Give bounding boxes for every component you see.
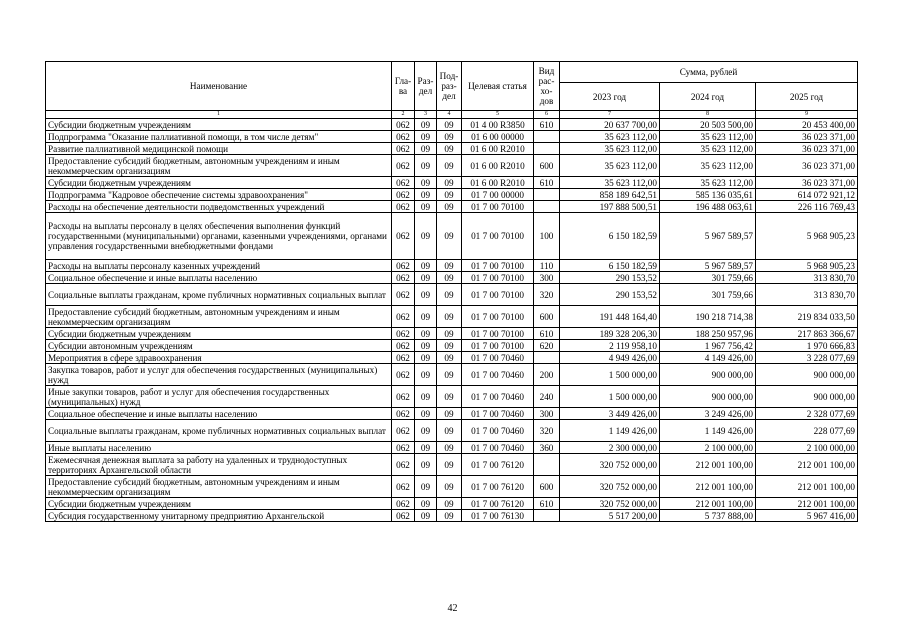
row-sum-2024: 1 967 756,42 bbox=[660, 340, 756, 352]
row-glava: 062 bbox=[392, 260, 415, 272]
row-glava: 062 bbox=[392, 143, 415, 155]
row-expense-type: 320 bbox=[534, 284, 560, 306]
row-sum-2023: 20 637 700,00 bbox=[560, 119, 660, 131]
row-name: Субсидии бюджетным учреждениям bbox=[46, 328, 392, 340]
column-number: 8 bbox=[660, 111, 756, 119]
column-number: 5 bbox=[462, 111, 534, 119]
column-number: 6 bbox=[534, 111, 560, 119]
row-name: Иные закупки товаров, работ и услуг для обеспечения государственных (муниципальных) нужд bbox=[46, 386, 392, 408]
row-expense-type: 110 bbox=[534, 260, 560, 272]
row-target-article: 01 7 00 76130 bbox=[462, 510, 534, 522]
row-target-article: 01 7 00 70100 bbox=[462, 201, 534, 213]
row-sum-2024: 5 737 888,00 bbox=[660, 510, 756, 522]
row-target-article: 01 7 00 70460 bbox=[462, 442, 534, 454]
row-podrazdel: 09 bbox=[437, 442, 462, 454]
row-razdel: 09 bbox=[415, 213, 437, 260]
row-sum-2024: 20 503 500,00 bbox=[660, 119, 756, 131]
table-row bbox=[46, 408, 858, 420]
row-name: Подпрограмма "Оказание паллиативной помощи, в том числе детям" bbox=[46, 131, 392, 143]
table-row bbox=[46, 201, 858, 213]
row-podrazdel: 09 bbox=[437, 260, 462, 272]
row-glava: 062 bbox=[392, 213, 415, 260]
row-expense-type: 610 bbox=[534, 177, 560, 189]
row-target-article: 01 7 00 70100 bbox=[462, 340, 534, 352]
row-sum-2023: 1 500 000,00 bbox=[560, 364, 660, 386]
row-target-article: 01 7 00 70460 bbox=[462, 352, 534, 364]
row-podrazdel: 09 bbox=[437, 364, 462, 386]
row-razdel: 09 bbox=[415, 189, 437, 201]
row-podrazdel: 09 bbox=[437, 476, 462, 498]
row-glava: 062 bbox=[392, 328, 415, 340]
row-sum-2023: 6 150 182,59 bbox=[560, 213, 660, 260]
row-razdel: 09 bbox=[415, 284, 437, 306]
row-sum-2024: 900 000,00 bbox=[660, 386, 756, 408]
row-podrazdel: 09 bbox=[437, 328, 462, 340]
column-number: 7 bbox=[560, 111, 660, 119]
row-glava: 062 bbox=[392, 201, 415, 213]
row-sum-2024: 35 623 112,00 bbox=[660, 143, 756, 155]
row-name: Субсидии автономным учреждениям bbox=[46, 340, 392, 352]
row-expense-type bbox=[534, 454, 560, 476]
row-podrazdel: 09 bbox=[437, 272, 462, 284]
row-name: Расходы на выплаты персоналу казенных учреждений bbox=[46, 260, 392, 272]
row-sum-2024: 301 759,66 bbox=[660, 284, 756, 306]
row-target-article: 01 7 00 70100 bbox=[462, 328, 534, 340]
row-target-article: 01 7 00 76120 bbox=[462, 476, 534, 498]
row-sum-2023: 189 328 206,30 bbox=[560, 328, 660, 340]
row-razdel: 09 bbox=[415, 476, 437, 498]
column-number: 3 bbox=[415, 111, 437, 119]
row-target-article: 01 7 00 00000 bbox=[462, 189, 534, 201]
table-row bbox=[46, 119, 858, 131]
row-name: Ежемесячная денежная выплата за работу на удаленных и труднодоступных территориях Архангельской области bbox=[46, 454, 392, 476]
row-razdel: 09 bbox=[415, 442, 437, 454]
row-glava: 062 bbox=[392, 498, 415, 510]
row-expense-type bbox=[534, 352, 560, 364]
row-expense-type: 300 bbox=[534, 408, 560, 420]
row-name: Расходы на выплаты персоналу в целях обеспечения выполнения функций государственными (муниципальными) органами, казенными учреждениями, органами управления государственными внебюджетными фондами bbox=[46, 213, 392, 260]
row-razdel: 09 bbox=[415, 119, 437, 131]
row-sum-2025: 212 001 100,00 bbox=[756, 498, 858, 510]
row-podrazdel: 09 bbox=[437, 510, 462, 522]
row-glava: 062 bbox=[392, 189, 415, 201]
row-sum-2025: 212 001 100,00 bbox=[756, 454, 858, 476]
row-expense-type: 240 bbox=[534, 386, 560, 408]
row-razdel: 09 bbox=[415, 272, 437, 284]
row-razdel: 09 bbox=[415, 177, 437, 189]
row-razdel: 09 bbox=[415, 510, 437, 522]
row-sum-2025: 217 863 366,67 bbox=[756, 328, 858, 340]
header-razdel: Раз-дел bbox=[415, 62, 437, 111]
row-sum-2023: 197 888 500,51 bbox=[560, 201, 660, 213]
table-row bbox=[46, 155, 858, 177]
header-year-2025: 2025 год bbox=[756, 83, 858, 111]
row-target-article: 01 7 00 70100 bbox=[462, 284, 534, 306]
row-glava: 062 bbox=[392, 119, 415, 131]
table-row bbox=[46, 328, 858, 340]
budget-table bbox=[45, 61, 858, 522]
row-target-article: 01 7 00 70100 bbox=[462, 213, 534, 260]
row-expense-type bbox=[534, 189, 560, 201]
row-sum-2023: 1 500 000,00 bbox=[560, 386, 660, 408]
row-target-article: 01 4 00 R3850 bbox=[462, 119, 534, 131]
row-name: Закупка товаров, работ и услуг для обеспечения государственных (муниципальных) нужд bbox=[46, 364, 392, 386]
row-podrazdel: 09 bbox=[437, 177, 462, 189]
row-sum-2024: 900 000,00 bbox=[660, 364, 756, 386]
row-podrazdel: 09 bbox=[437, 143, 462, 155]
row-name: Мероприятия в сфере здравоохранения bbox=[46, 352, 392, 364]
row-razdel: 09 bbox=[415, 143, 437, 155]
row-podrazdel: 09 bbox=[437, 408, 462, 420]
row-sum-2024: 212 001 100,00 bbox=[660, 476, 756, 498]
row-sum-2025: 5 968 905,23 bbox=[756, 213, 858, 260]
row-razdel: 09 bbox=[415, 131, 437, 143]
row-name: Предоставление субсидий бюджетным, автономным учреждениям и иным некоммерческим организациям bbox=[46, 476, 392, 498]
row-podrazdel: 09 bbox=[437, 131, 462, 143]
row-glava: 062 bbox=[392, 340, 415, 352]
row-sum-2025: 900 000,00 bbox=[756, 364, 858, 386]
row-target-article: 01 6 00 R2010 bbox=[462, 177, 534, 189]
row-name: Субсидии бюджетным учреждениям bbox=[46, 177, 392, 189]
row-glava: 062 bbox=[392, 454, 415, 476]
row-razdel: 09 bbox=[415, 340, 437, 352]
row-glava: 062 bbox=[392, 386, 415, 408]
row-sum-2024: 1 149 426,00 bbox=[660, 420, 756, 442]
row-expense-type: 300 bbox=[534, 272, 560, 284]
row-expense-type: 100 bbox=[534, 213, 560, 260]
row-sum-2025: 313 830,70 bbox=[756, 272, 858, 284]
row-name: Субсидии бюджетным учреждениям bbox=[46, 119, 392, 131]
row-sum-2023: 2 300 000,00 bbox=[560, 442, 660, 454]
row-sum-2023: 5 517 200,00 bbox=[560, 510, 660, 522]
row-sum-2025: 228 077,69 bbox=[756, 420, 858, 442]
row-expense-type bbox=[534, 143, 560, 155]
row-sum-2025: 3 228 077,69 bbox=[756, 352, 858, 364]
row-podrazdel: 09 bbox=[437, 189, 462, 201]
row-sum-2024: 212 001 100,00 bbox=[660, 498, 756, 510]
row-podrazdel: 09 bbox=[437, 340, 462, 352]
row-name: Предоставление субсидий бюджетным, автономным учреждениям и иным некоммерческим организациям bbox=[46, 306, 392, 328]
row-podrazdel: 09 bbox=[437, 352, 462, 364]
table-row bbox=[46, 386, 858, 408]
row-razdel: 09 bbox=[415, 306, 437, 328]
row-sum-2024: 188 250 957,96 bbox=[660, 328, 756, 340]
row-glava: 062 bbox=[392, 364, 415, 386]
row-glava: 062 bbox=[392, 306, 415, 328]
row-sum-2025: 36 023 371,00 bbox=[756, 143, 858, 155]
row-podrazdel: 09 bbox=[437, 119, 462, 131]
page-number: 42 bbox=[447, 603, 458, 614]
row-glava: 062 bbox=[392, 177, 415, 189]
row-name: Социальные выплаты гражданам, кроме публичных нормативных социальных выплат bbox=[46, 284, 392, 306]
row-glava: 062 bbox=[392, 420, 415, 442]
row-sum-2023: 320 752 000,00 bbox=[560, 498, 660, 510]
row-sum-2025: 36 023 371,00 bbox=[756, 155, 858, 177]
row-sum-2023: 2 119 958,10 bbox=[560, 340, 660, 352]
row-sum-2024: 2 100 000,00 bbox=[660, 442, 756, 454]
row-sum-2025: 5 968 905,23 bbox=[756, 260, 858, 272]
row-expense-type: 610 bbox=[534, 328, 560, 340]
header-podrazdel: Под-раз-дел bbox=[437, 62, 462, 111]
row-sum-2025: 1 970 666,83 bbox=[756, 340, 858, 352]
row-sum-2024: 190 218 714,38 bbox=[660, 306, 756, 328]
row-sum-2025: 900 000,00 bbox=[756, 386, 858, 408]
row-target-article: 01 7 00 70460 bbox=[462, 420, 534, 442]
row-glava: 062 bbox=[392, 442, 415, 454]
row-sum-2023: 1 149 426,00 bbox=[560, 420, 660, 442]
table-row bbox=[46, 177, 858, 189]
row-razdel: 09 bbox=[415, 352, 437, 364]
row-razdel: 09 bbox=[415, 408, 437, 420]
table-row bbox=[46, 510, 858, 522]
row-sum-2023: 858 189 642,51 bbox=[560, 189, 660, 201]
row-name: Иные выплаты населению bbox=[46, 442, 392, 454]
row-sum-2025: 219 834 033,50 bbox=[756, 306, 858, 328]
row-sum-2025: 5 967 416,00 bbox=[756, 510, 858, 522]
row-sum-2023: 290 153,52 bbox=[560, 284, 660, 306]
row-sum-2023: 191 448 164,40 bbox=[560, 306, 660, 328]
row-sum-2025: 36 023 371,00 bbox=[756, 177, 858, 189]
table-row bbox=[46, 498, 858, 510]
table-row bbox=[46, 454, 858, 476]
row-name: Субсидии бюджетным учреждениям bbox=[46, 498, 392, 510]
header-year-2023: 2023 год bbox=[560, 83, 660, 111]
table-row bbox=[46, 260, 858, 272]
table-row bbox=[46, 306, 858, 328]
row-podrazdel: 09 bbox=[437, 284, 462, 306]
row-sum-2025: 20 453 400,00 bbox=[756, 119, 858, 131]
column-number: 2 bbox=[392, 111, 415, 119]
table-row bbox=[46, 442, 858, 454]
row-sum-2025: 614 072 921,12 bbox=[756, 189, 858, 201]
row-glava: 062 bbox=[392, 352, 415, 364]
row-target-article: 01 7 00 70460 bbox=[462, 408, 534, 420]
row-sum-2024: 585 136 035,61 bbox=[660, 189, 756, 201]
row-expense-type: 360 bbox=[534, 442, 560, 454]
row-sum-2025: 313 830,70 bbox=[756, 284, 858, 306]
header-expense-type: Вид рас-хо-дов bbox=[534, 62, 560, 111]
row-name: Подпрограмма "Кадровое обеспечение системы здравоохранения" bbox=[46, 189, 392, 201]
row-sum-2024: 35 623 112,00 bbox=[660, 131, 756, 143]
row-sum-2024: 5 967 589,57 bbox=[660, 260, 756, 272]
table-row bbox=[46, 352, 858, 364]
row-expense-type: 600 bbox=[534, 476, 560, 498]
row-target-article: 01 7 00 70100 bbox=[462, 260, 534, 272]
row-sum-2024: 212 001 100,00 bbox=[660, 454, 756, 476]
row-sum-2023: 35 623 112,00 bbox=[560, 131, 660, 143]
row-razdel: 09 bbox=[415, 498, 437, 510]
row-glava: 062 bbox=[392, 408, 415, 420]
row-name: Субсидия государственному унитарному предприятию Архангельской bbox=[46, 510, 392, 522]
table-row bbox=[46, 131, 858, 143]
row-sum-2024: 196 488 063,61 bbox=[660, 201, 756, 213]
row-razdel: 09 bbox=[415, 454, 437, 476]
row-glava: 062 bbox=[392, 131, 415, 143]
row-sum-2023: 6 150 182,59 bbox=[560, 260, 660, 272]
row-glava: 062 bbox=[392, 155, 415, 177]
table-row bbox=[46, 143, 858, 155]
row-name: Развитие паллиативной медицинской помощи bbox=[46, 143, 392, 155]
row-sum-2025: 2 328 077,69 bbox=[756, 408, 858, 420]
row-glava: 062 bbox=[392, 476, 415, 498]
table-row bbox=[46, 213, 858, 260]
row-razdel: 09 bbox=[415, 260, 437, 272]
row-expense-type: 620 bbox=[534, 340, 560, 352]
row-sum-2023: 35 623 112,00 bbox=[560, 143, 660, 155]
header-glava: Гла-ва bbox=[392, 62, 415, 111]
row-razdel: 09 bbox=[415, 155, 437, 177]
row-podrazdel: 09 bbox=[437, 386, 462, 408]
row-target-article: 01 7 00 76120 bbox=[462, 454, 534, 476]
row-sum-2023: 35 623 112,00 bbox=[560, 155, 660, 177]
row-podrazdel: 09 bbox=[437, 155, 462, 177]
row-name: Социальные выплаты гражданам, кроме публичных нормативных социальных выплат bbox=[46, 420, 392, 442]
row-podrazdel: 09 bbox=[437, 420, 462, 442]
row-razdel: 09 bbox=[415, 386, 437, 408]
column-number: 1 bbox=[46, 111, 392, 119]
row-target-article: 01 7 00 70100 bbox=[462, 306, 534, 328]
row-podrazdel: 09 bbox=[437, 306, 462, 328]
row-target-article: 01 7 00 70100 bbox=[462, 272, 534, 284]
row-sum-2023: 290 153,52 bbox=[560, 272, 660, 284]
row-glava: 062 bbox=[392, 510, 415, 522]
row-expense-type: 600 bbox=[534, 306, 560, 328]
header-sum: Сумма, рублей bbox=[560, 62, 858, 83]
row-target-article: 01 6 00 R2010 bbox=[462, 155, 534, 177]
row-name: Социальное обеспечение и иные выплаты населению bbox=[46, 408, 392, 420]
row-target-article: 01 7 00 76120 bbox=[462, 498, 534, 510]
row-name: Социальное обеспечение и иные выплаты населению bbox=[46, 272, 392, 284]
table-row bbox=[46, 420, 858, 442]
row-sum-2023: 320 752 000,00 bbox=[560, 476, 660, 498]
table-row bbox=[46, 476, 858, 498]
row-sum-2024: 301 759,66 bbox=[660, 272, 756, 284]
column-number: 4 bbox=[437, 111, 462, 119]
table-row bbox=[46, 340, 858, 352]
row-sum-2025: 226 116 769,43 bbox=[756, 201, 858, 213]
row-sum-2024: 35 623 112,00 bbox=[660, 177, 756, 189]
row-expense-type bbox=[534, 510, 560, 522]
row-sum-2023: 3 449 426,00 bbox=[560, 408, 660, 420]
table-row bbox=[46, 364, 858, 386]
row-podrazdel: 09 bbox=[437, 201, 462, 213]
row-target-article: 01 7 00 70460 bbox=[462, 386, 534, 408]
header-target-article: Целевая статья bbox=[462, 62, 534, 111]
row-sum-2024: 35 623 112,00 bbox=[660, 155, 756, 177]
row-razdel: 09 bbox=[415, 328, 437, 340]
row-glava: 062 bbox=[392, 284, 415, 306]
row-target-article: 01 6 00 R2010 bbox=[462, 143, 534, 155]
column-number: 9 bbox=[756, 111, 858, 119]
row-name: Расходы на обеспечение деятельности подведомственных учреждений bbox=[46, 201, 392, 213]
column-number-row bbox=[46, 111, 858, 119]
row-name: Предоставление субсидий бюджетным, автономным учреждениям и иным некоммерческим организациям bbox=[46, 155, 392, 177]
row-glava: 062 bbox=[392, 272, 415, 284]
row-expense-type: 600 bbox=[534, 155, 560, 177]
header-year-2024: 2024 год bbox=[660, 83, 756, 111]
row-podrazdel: 09 bbox=[437, 498, 462, 510]
row-expense-type: 610 bbox=[534, 119, 560, 131]
row-expense-type bbox=[534, 131, 560, 143]
row-sum-2024: 5 967 589,57 bbox=[660, 213, 756, 260]
table-row bbox=[46, 284, 858, 306]
row-sum-2023: 4 949 426,00 bbox=[560, 352, 660, 364]
row-podrazdel: 09 bbox=[437, 454, 462, 476]
row-expense-type: 200 bbox=[534, 364, 560, 386]
row-sum-2025: 2 100 000,00 bbox=[756, 442, 858, 454]
row-razdel: 09 bbox=[415, 201, 437, 213]
row-sum-2025: 212 001 100,00 bbox=[756, 476, 858, 498]
row-expense-type: 610 bbox=[534, 498, 560, 510]
row-podrazdel: 09 bbox=[437, 213, 462, 260]
row-sum-2024: 3 249 426,00 bbox=[660, 408, 756, 420]
row-target-article: 01 6 00 00000 bbox=[462, 131, 534, 143]
row-expense-type: 320 bbox=[534, 420, 560, 442]
row-sum-2023: 320 752 000,00 bbox=[560, 454, 660, 476]
table-row bbox=[46, 272, 858, 284]
row-sum-2024: 4 149 426,00 bbox=[660, 352, 756, 364]
row-razdel: 09 bbox=[415, 364, 437, 386]
header-name: Наименование bbox=[46, 62, 392, 111]
row-sum-2025: 36 023 371,00 bbox=[756, 131, 858, 143]
table-row bbox=[46, 189, 858, 201]
row-expense-type bbox=[534, 201, 560, 213]
row-sum-2023: 35 623 112,00 bbox=[560, 177, 660, 189]
row-target-article: 01 7 00 70460 bbox=[462, 364, 534, 386]
row-razdel: 09 bbox=[415, 420, 437, 442]
